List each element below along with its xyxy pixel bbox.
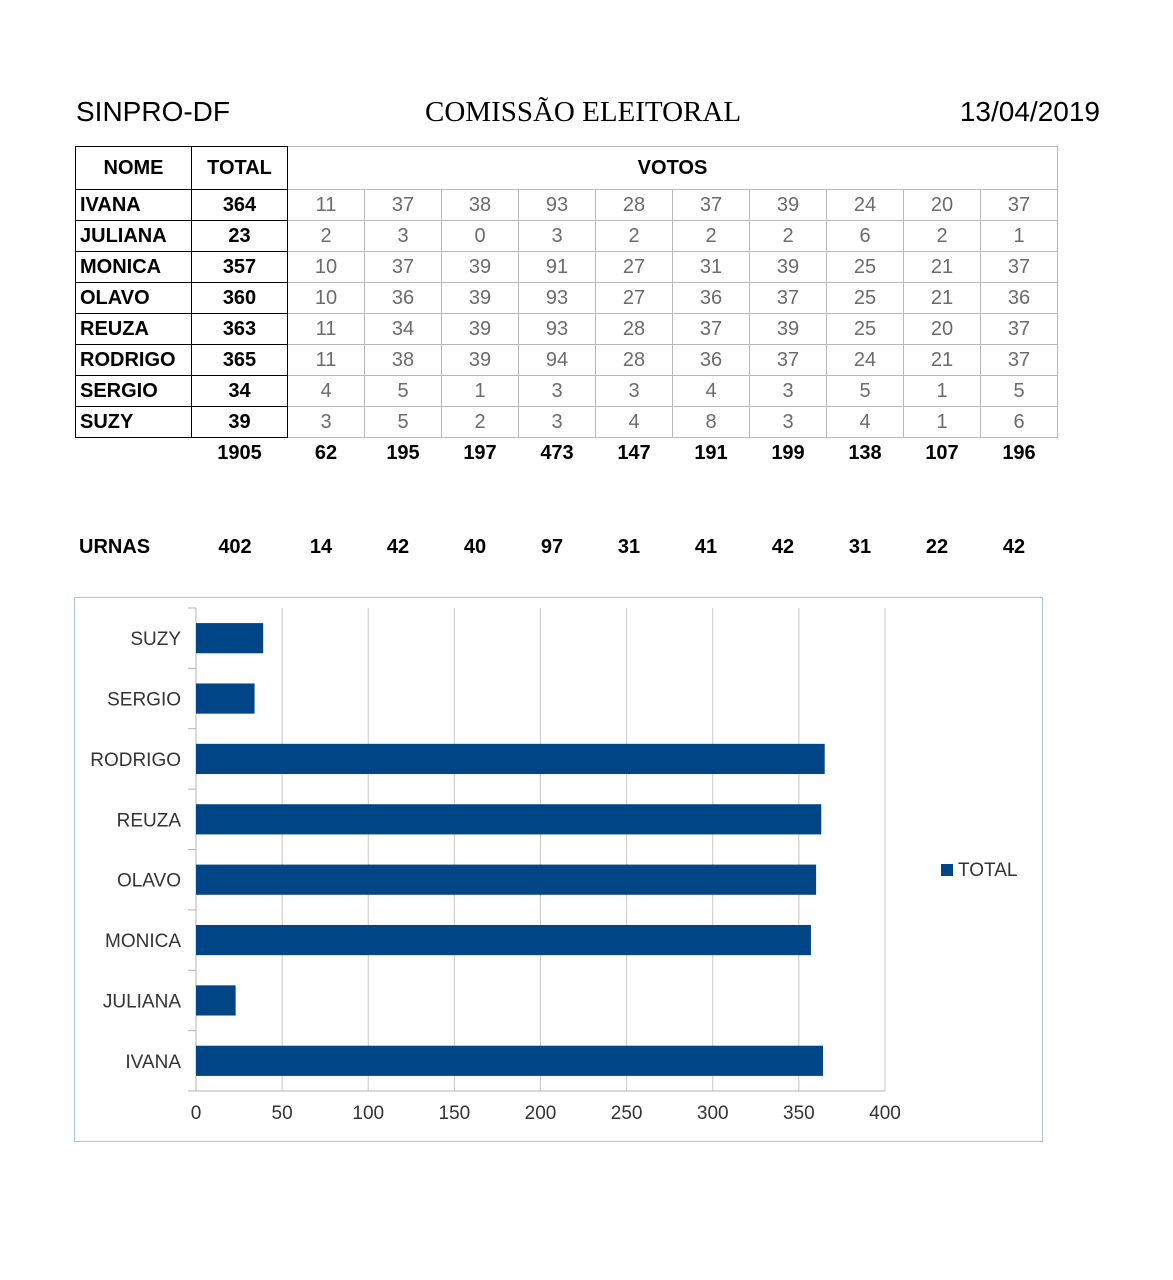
vote-cell: 36 bbox=[981, 283, 1058, 314]
candidate-total: 39 bbox=[192, 407, 288, 438]
vote-cell: 1 bbox=[981, 221, 1058, 252]
candidate-name: RODRIGO bbox=[76, 345, 192, 376]
vote-cell: 27 bbox=[596, 252, 673, 283]
votes-bar-chart bbox=[74, 597, 1043, 1142]
vote-cell: 10 bbox=[288, 283, 365, 314]
sum-vote: 473 bbox=[540, 442, 574, 464]
table-row bbox=[76, 314, 1058, 345]
x-tick-label: 300 bbox=[696, 1103, 729, 1124]
vote-cell: 3 bbox=[288, 407, 365, 438]
candidate-name: SERGIO bbox=[76, 376, 192, 407]
urnas-value: 42 bbox=[386, 536, 410, 558]
vote-cell: 38 bbox=[365, 345, 442, 376]
table-row bbox=[76, 190, 1058, 221]
vote-cell: 21 bbox=[904, 283, 981, 314]
vote-cell: 5 bbox=[365, 407, 442, 438]
vote-cell: 3 bbox=[365, 221, 442, 252]
vote-cell: 2 bbox=[596, 221, 673, 252]
sum-vote: 199 bbox=[771, 442, 805, 464]
vote-cell: 4 bbox=[288, 376, 365, 407]
vote-cell: 37 bbox=[365, 252, 442, 283]
vote-cell: 37 bbox=[981, 190, 1058, 221]
sum-vote: 195 bbox=[386, 442, 420, 464]
y-tick-label: SERGIO bbox=[107, 689, 181, 711]
table-row bbox=[76, 283, 1058, 314]
bar bbox=[196, 865, 816, 895]
urnas-value: 22 bbox=[925, 536, 949, 558]
vote-cell: 8 bbox=[673, 407, 750, 438]
vote-cell: 1 bbox=[904, 407, 981, 438]
bar bbox=[196, 623, 263, 653]
candidate-name: IVANA bbox=[76, 190, 192, 221]
vote-cell: 21 bbox=[904, 252, 981, 283]
urnas-value: 97 bbox=[540, 536, 564, 558]
table-header-row bbox=[76, 147, 1058, 190]
legend-label: TOTAL bbox=[958, 860, 1018, 881]
vote-cell: 94 bbox=[519, 345, 596, 376]
vote-cell: 25 bbox=[827, 314, 904, 345]
document-title: COMISSÃO ELEITORAL bbox=[425, 96, 742, 128]
y-tick-label: OLAVO bbox=[116, 870, 181, 892]
candidate-name: OLAVO bbox=[76, 283, 192, 314]
bar bbox=[196, 744, 825, 774]
vote-cell: 93 bbox=[519, 314, 596, 345]
candidate-total: 23 bbox=[192, 221, 288, 252]
document-date: 13/04/2019 bbox=[959, 96, 1100, 127]
vote-cell: 4 bbox=[596, 407, 673, 438]
vote-cell: 38 bbox=[442, 190, 519, 221]
x-tick-label: 200 bbox=[524, 1103, 557, 1124]
vote-cell: 1 bbox=[904, 376, 981, 407]
sum-vote: 147 bbox=[617, 442, 651, 464]
urnas-total: 402 bbox=[218, 536, 252, 558]
urnas-value: 14 bbox=[309, 536, 333, 558]
vote-cell: 5 bbox=[981, 376, 1058, 407]
bar bbox=[196, 1046, 823, 1076]
urnas-value: 31 bbox=[617, 536, 641, 558]
sum-vote: 62 bbox=[314, 442, 338, 464]
y-tick-label: MONICA bbox=[105, 931, 181, 953]
vote-cell: 11 bbox=[288, 190, 365, 221]
x-tick-label: 0 bbox=[190, 1103, 202, 1124]
vote-cell: 28 bbox=[596, 314, 673, 345]
sum-total: 1905 bbox=[217, 442, 262, 464]
vote-cell: 93 bbox=[519, 190, 596, 221]
chart-svg bbox=[75, 598, 1042, 1141]
vote-cell: 27 bbox=[596, 283, 673, 314]
vote-cell: 21 bbox=[904, 345, 981, 376]
urnas-value: 41 bbox=[694, 536, 718, 558]
y-tick-label: RODRIGO bbox=[90, 749, 181, 771]
vote-cell: 31 bbox=[673, 252, 750, 283]
vote-cell: 39 bbox=[442, 283, 519, 314]
vote-cell: 20 bbox=[904, 190, 981, 221]
x-tick-label: 50 bbox=[271, 1103, 293, 1124]
sum-vote: 138 bbox=[848, 442, 882, 464]
x-tick-label: 250 bbox=[610, 1103, 643, 1124]
vote-cell: 20 bbox=[904, 314, 981, 345]
table-row bbox=[76, 376, 1058, 407]
x-tick-label: 150 bbox=[438, 1103, 471, 1124]
vote-cell: 4 bbox=[827, 407, 904, 438]
vote-cell: 36 bbox=[673, 345, 750, 376]
vote-cell: 91 bbox=[519, 252, 596, 283]
vote-cell: 37 bbox=[365, 190, 442, 221]
vote-cell: 39 bbox=[750, 314, 827, 345]
vote-cell: 2 bbox=[904, 221, 981, 252]
vote-cell: 3 bbox=[750, 407, 827, 438]
vote-cell: 3 bbox=[519, 376, 596, 407]
urnas-value: 42 bbox=[771, 536, 795, 558]
vote-cell: 1 bbox=[442, 376, 519, 407]
urnas-value: 31 bbox=[848, 536, 872, 558]
vote-cell: 24 bbox=[827, 345, 904, 376]
vote-cell: 3 bbox=[519, 221, 596, 252]
candidate-name: SUZY bbox=[76, 407, 192, 438]
vote-cell: 3 bbox=[750, 376, 827, 407]
table-row bbox=[76, 345, 1058, 376]
legend-swatch bbox=[941, 864, 953, 876]
sum-vote: 107 bbox=[925, 442, 959, 464]
candidate-total: 365 bbox=[192, 345, 288, 376]
vote-cell: 39 bbox=[442, 252, 519, 283]
header-name: NOME bbox=[76, 147, 192, 190]
candidate-total: 363 bbox=[192, 314, 288, 345]
vote-cell: 37 bbox=[981, 252, 1058, 283]
sum-vote: 191 bbox=[694, 442, 728, 464]
vote-cell: 25 bbox=[827, 252, 904, 283]
vote-cell: 2 bbox=[442, 407, 519, 438]
sum-blank bbox=[76, 438, 192, 470]
vote-cell: 37 bbox=[750, 283, 827, 314]
vote-cell: 5 bbox=[827, 376, 904, 407]
vote-cell: 3 bbox=[519, 407, 596, 438]
sum-vote: 196 bbox=[1002, 442, 1036, 464]
vote-cell: 39 bbox=[442, 345, 519, 376]
vote-cell: 39 bbox=[442, 314, 519, 345]
candidate-total: 364 bbox=[192, 190, 288, 221]
vote-cell: 37 bbox=[981, 345, 1058, 376]
vote-cell: 39 bbox=[750, 252, 827, 283]
vote-cell: 4 bbox=[673, 376, 750, 407]
vote-cell: 6 bbox=[827, 221, 904, 252]
bar bbox=[196, 804, 821, 834]
y-tick-label: JULIANA bbox=[102, 991, 181, 1013]
bar bbox=[196, 985, 236, 1015]
urnas-row bbox=[75, 536, 1055, 560]
vote-cell: 28 bbox=[596, 190, 673, 221]
x-tick-label: 350 bbox=[783, 1103, 815, 1124]
vote-cell: 37 bbox=[750, 345, 827, 376]
vote-cell: 11 bbox=[288, 345, 365, 376]
vote-cell: 28 bbox=[596, 345, 673, 376]
bar bbox=[196, 683, 255, 713]
vote-cell: 2 bbox=[673, 221, 750, 252]
table-row bbox=[76, 221, 1058, 252]
candidate-total: 34 bbox=[192, 376, 288, 407]
candidate-total: 360 bbox=[192, 283, 288, 314]
vote-cell: 2 bbox=[750, 221, 827, 252]
vote-cell: 37 bbox=[981, 314, 1058, 345]
vote-cell: 25 bbox=[827, 283, 904, 314]
urnas-label: URNAS bbox=[79, 536, 151, 558]
vote-cell: 37 bbox=[673, 314, 750, 345]
candidate-name: REUZA bbox=[76, 314, 192, 345]
vote-cell: 39 bbox=[750, 190, 827, 221]
vote-cell: 37 bbox=[673, 190, 750, 221]
vote-cell: 11 bbox=[288, 314, 365, 345]
vote-cell: 0 bbox=[442, 221, 519, 252]
candidate-name: MONICA bbox=[76, 252, 192, 283]
header-votes: VOTOS bbox=[288, 147, 1058, 190]
bar bbox=[196, 925, 811, 955]
org-name: SINPRO-DF bbox=[76, 96, 230, 127]
vote-cell: 5 bbox=[365, 376, 442, 407]
vote-cell: 36 bbox=[673, 283, 750, 314]
vote-cell: 24 bbox=[827, 190, 904, 221]
sum-row bbox=[76, 438, 1058, 470]
vote-cell: 2 bbox=[288, 221, 365, 252]
table-row bbox=[76, 407, 1058, 438]
x-tick-label: 400 bbox=[869, 1103, 901, 1124]
table-row bbox=[76, 252, 1058, 283]
y-tick-label: IVANA bbox=[125, 1051, 181, 1073]
y-tick-label: REUZA bbox=[116, 810, 181, 832]
vote-cell: 3 bbox=[596, 376, 673, 407]
candidate-total: 357 bbox=[192, 252, 288, 283]
x-tick-label: 100 bbox=[352, 1103, 385, 1124]
vote-cell: 34 bbox=[365, 314, 442, 345]
vote-cell: 10 bbox=[288, 252, 365, 283]
candidate-name: JULIANA bbox=[76, 221, 192, 252]
urnas-value: 42 bbox=[1002, 536, 1026, 558]
vote-cell: 6 bbox=[981, 407, 1058, 438]
votes-table bbox=[75, 146, 1058, 469]
y-tick-label: SUZY bbox=[130, 629, 181, 651]
header-total: TOTAL bbox=[192, 147, 288, 190]
sum-vote: 197 bbox=[463, 442, 497, 464]
vote-cell: 93 bbox=[519, 283, 596, 314]
vote-cell: 36 bbox=[365, 283, 442, 314]
urnas-value: 40 bbox=[463, 536, 487, 558]
